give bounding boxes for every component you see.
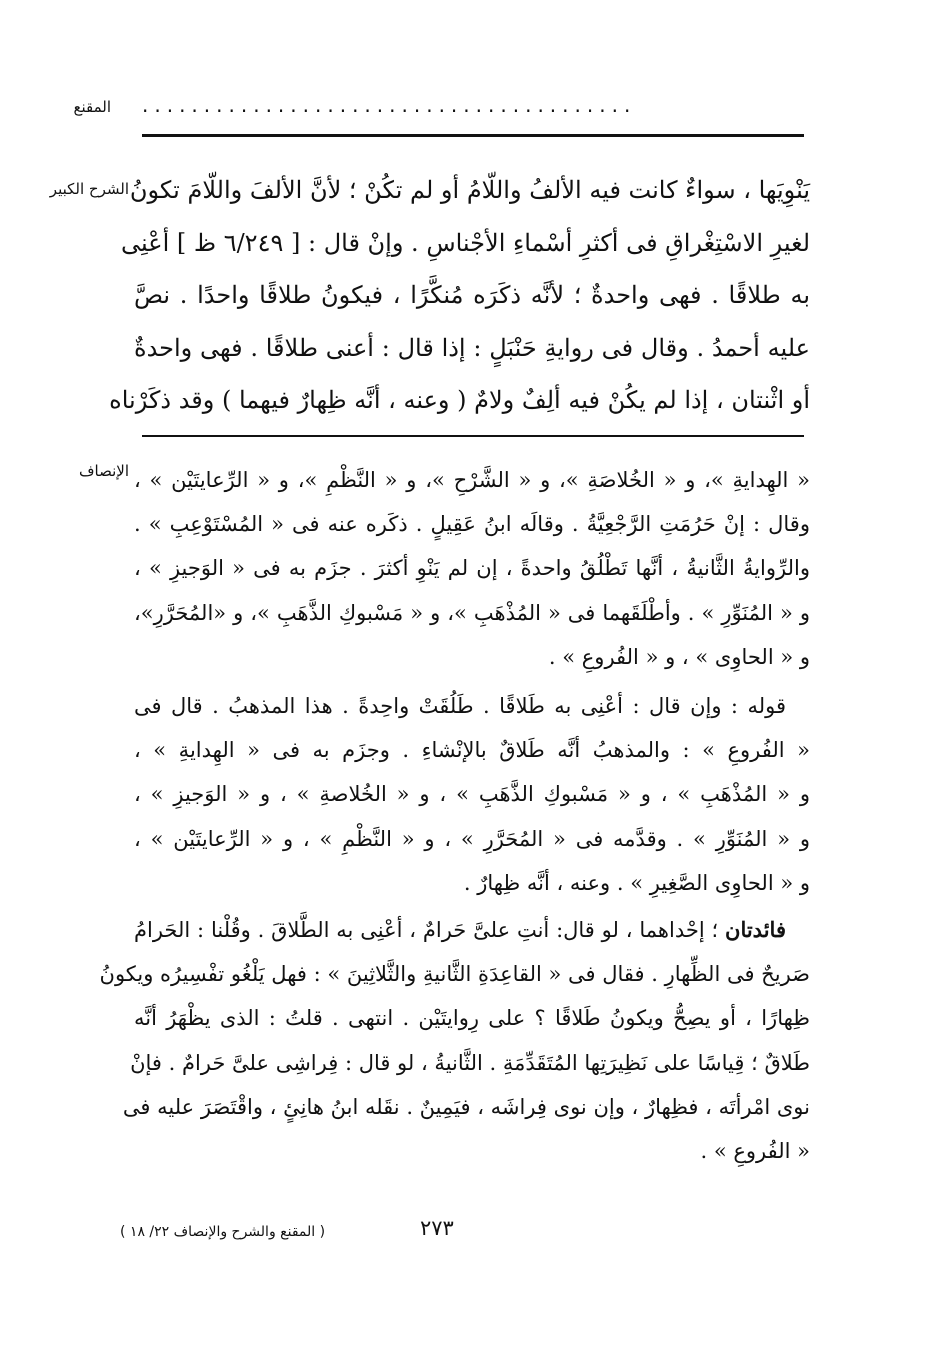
text-line: و « الحاوِى الصَّغِيرِ » . وعنه ، أنَّه ظِهارٌ . — [463, 870, 810, 895]
insaf-paragraph-1 — [134, 458, 810, 679]
text-line: و « المُنَوِّرِ » . وأطْلَقَهما فى « المُذْهَبِ »، و « مَسْبوكِ الذَّهَبِ »، و «المُحَرَّرِ»، — [134, 600, 810, 625]
text-line: والرِّوايةُ الثَّانيةُ ، أنَّها تَطْلُقُ واحدةً ، إن لم يَنْوِ أكثرَ . جزَم به فى « الوَجيزِ » ، — [134, 556, 810, 581]
text-line: عليه أحمدُ . وقال فى روايةِ حَنْبَلٍ : إذا قال : أعنى طلاقًا . فهى واحدةٌ — [134, 333, 810, 362]
insaf-paragraph-fawaid — [99, 908, 810, 1173]
text-line: و « الحاوِى » ، و « الفُروعِ » . — [548, 644, 810, 669]
running-header-title: المقنع — [73, 98, 111, 116]
text-span: ؛ إحْداهما ، لو قال: أنتِ علىَّ حَرامٌ ، أعْنِى به الطَّلاقَ . وقُلْنا : الحَرامُ — [134, 918, 726, 942]
section-label-insaf: الإنصاف — [78, 462, 129, 480]
text-line: « الهِدايةِ »، و « الخُلاصَةِ »، و « الشَّرْحِ »، و « النَّظْمِ »، و « الرِّعايتَيْن » ، — [134, 468, 810, 492]
text-line: لغيرِ الاسْتِغْراقِ فى أكثرِ أسْماءِ الأجْناسِ . وإنْ قال : [ ٦/٢٤٩ ظ ] أعْنِى — [121, 228, 810, 257]
insaf-paragraph-2 — [134, 684, 810, 905]
fawaid-heading: فائدتان — [725, 917, 786, 942]
text-line: ظِهارًا ، أو يصِحُّ ويكونُ طَلاقًا ؟ على رِوايتَيْن . انتهى . قلتُ : الذى يظْهَرُ أنَّه — [134, 1006, 810, 1031]
text-line: « الفُروعِ » . — [700, 1139, 810, 1164]
source-reference: ( المقنع والشرح والإنصاف ٢٢/ ١٨ ) — [120, 1224, 326, 1240]
text-line: أو اثْنتان ، إذا لم يكُنْ فيه ألِفٌ ولامٌ ( وعنه ، أنَّه ظِهارٌ فيهما ) وقد ذكَرْناه — [109, 386, 810, 414]
section-divider — [142, 435, 804, 437]
text-line: به طلاقًا . فهى واحدةٌ ؛ لأنَّه ذكَرَه مُنكَّرًا ، فيكونُ طلاقًا واحدًا . نصَّ — [134, 281, 810, 309]
page-number: ٢٧٣ — [420, 1216, 454, 1240]
text-line: « الفُروعِ » : والمذهبُ أنَّه طَلاقٌ بالإنْشاءِ . وجزَم به فى « الهِدايةِ » ، — [134, 738, 810, 763]
text-line: وقال : إنْ حَرُمَتِ الرَّجْعِيَّةُ . وقالَه ابنُ عَقِيلٍ . ذكَره عنه فى « المُسْتَوْعِبِ » . — [134, 512, 810, 537]
text-line: قوله : وإن قال : أعْنِى به طَلاقًا . طَلُقَتْ واحِدةً . هذا المذهبُ . قال فى — [134, 694, 786, 718]
header-dotted-rule: ........................................ — [142, 93, 637, 117]
section-label-sharh: الشرح الكبير — [49, 180, 129, 198]
text-line — [134, 908, 810, 952]
text-line: و « المُنَوِّرِ » . وقدَّمه فى « المُحَرَّرِ » ، و « النَّظْمِ » ، و « الرِّعايتَيْن » ، — [134, 826, 810, 851]
text-line: صَريحٌ فى الظِّهارِ . فقال فى « القاعِدَةِ الثَّانيةِ والثَّلاثِينَ » : فهل يَلْغُو تفْسِيرُه ويكونُ — [99, 962, 810, 987]
page-footer — [120, 1215, 820, 1245]
text-line: نوى امْرأتَه ، فظِهارٌ ، وإن نوى فِراشَه ، فيَمِينٌ . نقَله ابنُ هانِئٍ ، واقْتَصَرَ عليه فى — [122, 1094, 810, 1119]
sharh-text-block — [109, 164, 810, 427]
header-divider — [142, 134, 804, 137]
text-line: طَلاقٌ ؛ قِياسًا على نَظِيرَتِها المُتَقَدِّمَةِ . الثَّانيةُ ، لو قال : فِراشِى علىَّ حَرامٌ . فإنْ — [130, 1050, 810, 1075]
text-line: يَنْوِيَها ، سواءٌ كانت فيه الألفُ واللّامُ أو لم تكُنْ ؛ لأنَّ الألفَ واللّامَ تكونُ — [129, 176, 810, 204]
text-line: و « المُذْهَبِ » ، و « مَسْبوكِ الذَّهَبِ » ، و « الخُلاصةِ » ، و « الوَجيزِ » ، — [134, 782, 810, 807]
